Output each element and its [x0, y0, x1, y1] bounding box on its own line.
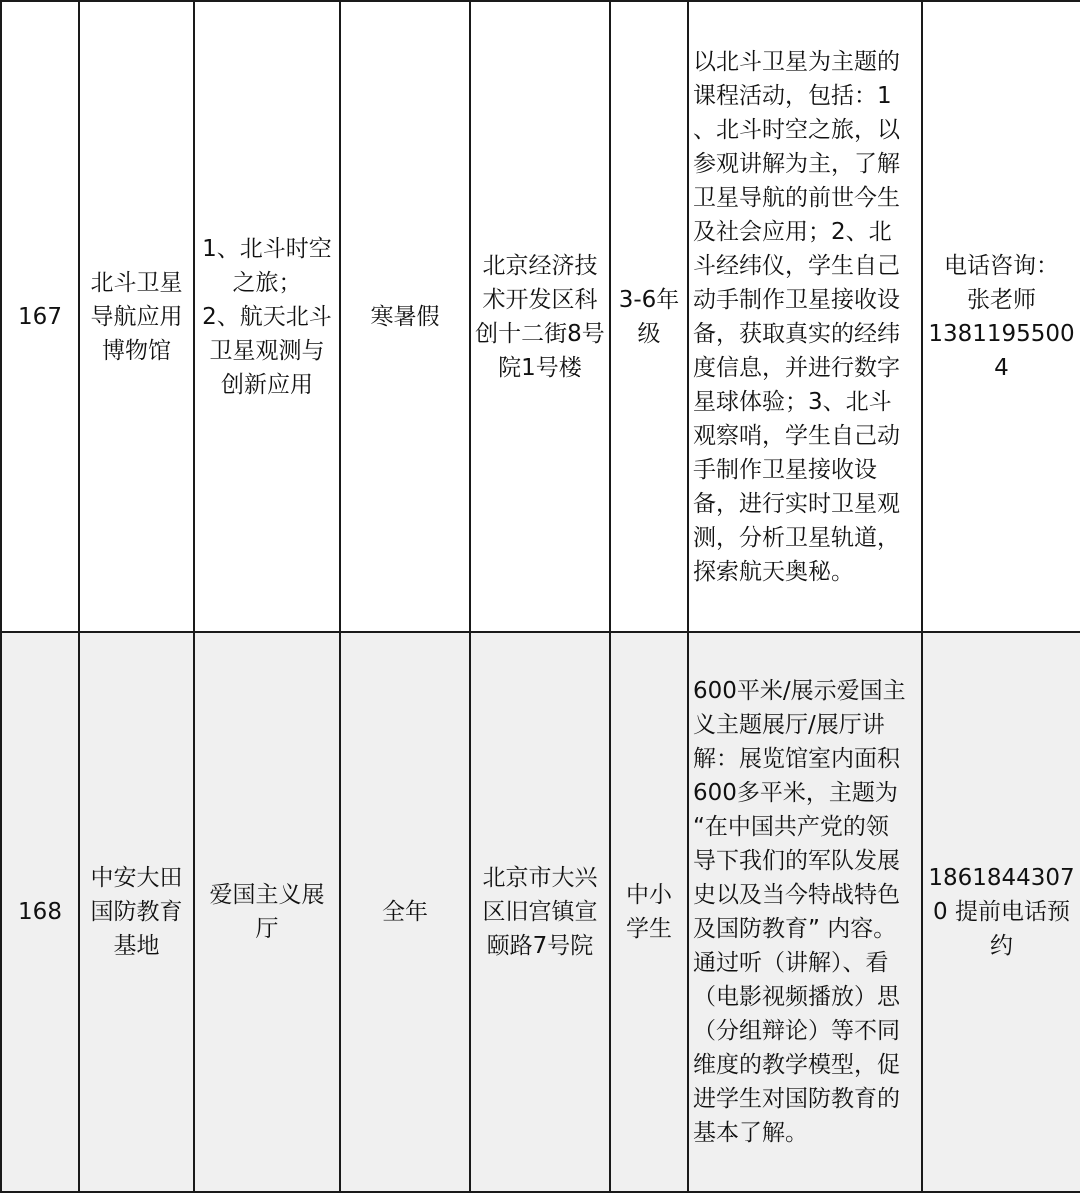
description-cell — [688, 1, 922, 632]
contact-cell — [922, 632, 1080, 1192]
address-cell — [470, 632, 610, 1192]
row-number-cell — [1, 1, 79, 632]
venue-name-cell — [79, 632, 194, 1192]
row-number-cell — [1, 632, 79, 1192]
venue-name: 中安大田 国防教育 基地 — [90, 865, 183, 959]
table-row — [1, 632, 1080, 1192]
grade-cell — [610, 632, 688, 1192]
description-cell — [688, 632, 922, 1192]
grade: 中小 学生 — [626, 882, 672, 942]
row-number: 168 — [18, 899, 62, 925]
venue-name: 北斗卫星 导航应用 博物馆 — [90, 269, 183, 364]
open-time-cell — [340, 1, 470, 632]
description: 以北斗卫星为主题的 课程活动，包括：1 、北斗时空之旅，以 参观讲解为主，了解 卫星导航的前世今生 及社会应用；2、北 斗经纬仪，学生自己 动手制作卫星接收设 备，获取真实的经纬 度信息，并进行数字 星球体验；3、北斗 观察哨，学生自己动 手制作卫星接收设 备，进行实时卫星观 测，分析卫星轨道， 探索航天奥秘。 — [693, 48, 900, 585]
open-time-cell — [340, 632, 470, 1192]
description: 600平米/展示爱国主 义主题展厅/展厅讲 解：展览馆室内面积 600多平米，主题为 “在中国共产党的领 导下我们的军队发展 史以及当今特战特色 及国防教育” 内容。 通过听（讲解）、看 （电影视频播放）思 （分组辩论）等不同 维度的教学模型，促 进学生对国防教育的 基本了解。 — [693, 678, 906, 1146]
table-row — [1, 1, 1080, 632]
open-time: 寒暑假 — [370, 303, 440, 330]
grade-cell — [610, 1, 688, 632]
row-number: 167 — [18, 303, 62, 330]
address: 北京市大兴 区旧宫镇宣 颐路7号院 — [482, 865, 598, 959]
course-name-cell — [194, 632, 340, 1192]
venue-name-cell — [79, 1, 194, 632]
contact: 1861844307 0 提前电话预 约 — [928, 865, 1075, 959]
contact-cell — [922, 1, 1080, 632]
open-time: 全年 — [382, 899, 428, 925]
course-name: 爱国主义展 厅 — [209, 882, 325, 942]
course-name-cell — [194, 1, 340, 632]
contact: 电话咨询： 张老师 1381195500 4 — [928, 252, 1075, 381]
address-cell — [470, 1, 610, 632]
grade: 3-6年 级 — [618, 286, 680, 347]
address: 北京经济技 术开发区科 创十二街8号 院1号楼 — [475, 252, 605, 381]
course-name: 1、北斗时空 之旅； 2、航天北斗 卫星观测与 创新应用 — [202, 235, 332, 398]
